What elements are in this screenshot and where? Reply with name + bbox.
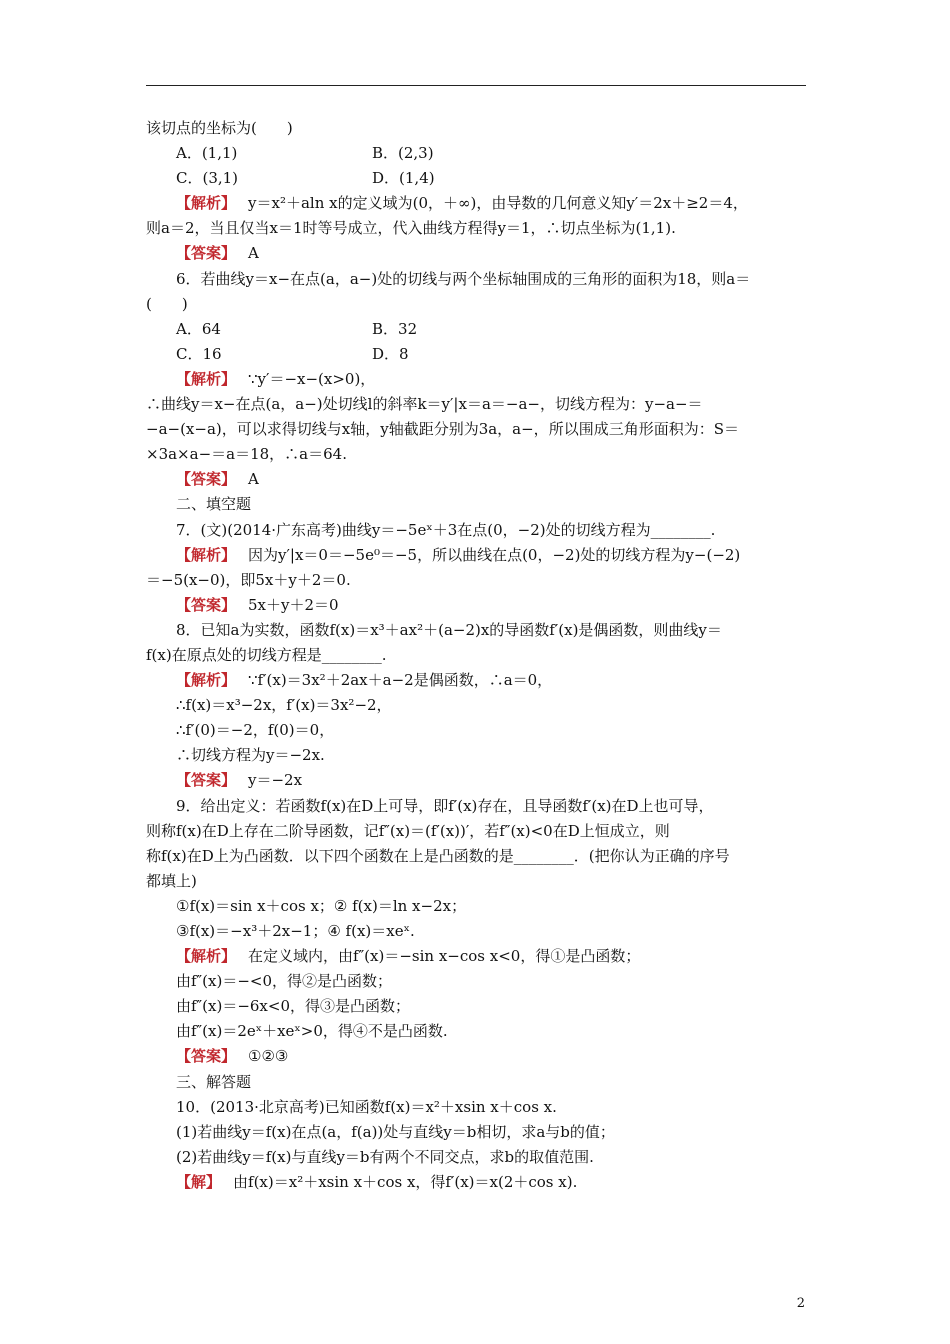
- text-line: [146, 944, 808, 969]
- text-line: [146, 969, 808, 994]
- line-text: ①②③: [248, 1047, 289, 1066]
- text-line: [146, 141, 808, 166]
- answer-tag: 【解析】: [176, 369, 237, 388]
- text-line: [146, 768, 808, 793]
- line-text: y＝−2x: [248, 771, 303, 790]
- line-text: ＝−5(x−0)，即5x＋y＋2＝0.: [146, 570, 351, 589]
- text-line: [146, 1095, 808, 1120]
- text-line: [146, 894, 808, 919]
- text-line: [146, 919, 808, 944]
- text-line: [146, 543, 808, 568]
- text-line: [146, 869, 808, 894]
- text-line: [146, 342, 808, 367]
- line-text: (1)若曲线y＝f(x)在点(a，f(a))处与直线y＝b相切，求a与b的值；: [176, 1122, 615, 1141]
- line-text: 6．若曲线y＝x−在点(a，a−)处的切线与两个坐标轴围成的三角形的面积为18，则a＝: [176, 269, 751, 288]
- line-text: 由f(x)＝x²＋xsin x＋cos x，得f′(x)＝x(2＋cos x).: [233, 1172, 578, 1191]
- line-text: 则称f(x)在D上存在二阶导函数，记f″(x)＝(f′(x))′，若f″(x)<0在D上恒成立，则: [146, 821, 670, 840]
- answer-tag: 【解析】: [176, 671, 237, 690]
- text-line: [146, 241, 808, 266]
- line-text: A: [248, 470, 259, 489]
- line-text: 9．给出定义：若函数f(x)在D上可导，即f′(x)存在，且导函数f′(x)在D上也可导，: [176, 796, 714, 815]
- line-text: 10．(2013·北京高考)已知函数f(x)＝x²＋xsin x＋cos x.: [176, 1097, 557, 1116]
- page-content: [146, 116, 808, 1195]
- text-line: [146, 1044, 808, 1069]
- text-line: [146, 518, 808, 543]
- option-left: A．(1,1): [176, 144, 238, 163]
- answer-tag: 【答案】: [176, 1047, 237, 1066]
- text-line: [146, 1145, 808, 1170]
- option-left: A．64: [176, 319, 221, 338]
- text-line: [146, 794, 808, 819]
- text-line: [146, 216, 808, 241]
- answer-tag: 【解析】: [176, 194, 237, 213]
- option-right: B．32: [372, 319, 418, 338]
- answer-tag: 【解析】: [176, 545, 237, 564]
- option-left: C．16: [176, 344, 222, 363]
- text-line: [146, 618, 808, 643]
- answer-tag: 【解析】: [176, 947, 237, 966]
- line-text: ③f(x)＝−x³＋2x−1；④ f(x)＝xeˣ.: [176, 922, 415, 940]
- text-line: [146, 819, 808, 844]
- line-text: ∴f′(0)＝−2，f(0)＝0，: [176, 721, 335, 740]
- text-line: [146, 994, 808, 1019]
- text-line: [146, 417, 808, 442]
- line-text: y＝x²＋aln x的定义域为(0，＋∞)，由导数的几何意义知y′＝2x＋≥2＝4，: [248, 194, 748, 213]
- answer-tag: 【解】: [176, 1172, 222, 1191]
- text-line: [146, 568, 808, 593]
- text-line: [146, 693, 808, 718]
- line-text: 5x＋y＋2＝0: [248, 595, 339, 614]
- line-text: (2)若曲线y＝f(x)与直线y＝b有两个不同交点，求b的取值范围.: [176, 1147, 594, 1166]
- line-text: 7．(文)(2014·广东高考)曲线y＝−5eˣ＋3在点(0，−2)处的切线方程为________.: [176, 520, 716, 539]
- text-line: [146, 116, 808, 141]
- line-text: 在定义域内，由f″(x)＝−sin x−cos x<0，得①是凸函数；: [248, 947, 641, 966]
- line-text: −a−(x−a)，可以求得切线与x轴，y轴截距分别为3a，a−，所以围成三角形面积为：S＝: [146, 420, 739, 439]
- text-line: [146, 442, 808, 467]
- text-line: [146, 718, 808, 743]
- text-line: [146, 492, 808, 517]
- answer-tag: 【答案】: [176, 595, 237, 614]
- text-line: [146, 593, 808, 618]
- line-text: 8．已知a为实数，函数f(x)＝x³＋ax²＋(a−2)x的导函数f′(x)是偶函数，则曲线y＝: [176, 620, 722, 639]
- line-text: 由f″(x)＝−<0，得②是凸函数；: [176, 972, 392, 991]
- line-text: ∴曲线y＝x−在点(a，a−)处切线l的斜率k＝y′|x＝a＝−a−，切线方程为：y−a−＝: [146, 395, 703, 414]
- line-text: 由f″(x)＝2eˣ＋xeˣ>0，得④不是凸函数.: [176, 1022, 448, 1041]
- text-line: [146, 1070, 808, 1095]
- option-right: D．(1,4): [372, 169, 435, 188]
- line-text: 三、解答题: [176, 1072, 252, 1091]
- line-text: ( ): [146, 294, 188, 313]
- line-text: ∴切线方程为y＝−2x.: [176, 746, 325, 765]
- line-text: 则a＝2，当且仅当x＝1时等号成立，代入曲线方程得y＝1，∴切点坐标为(1,1).: [146, 219, 676, 238]
- line-text: f(x)在原点处的切线方程是________.: [146, 645, 387, 664]
- option-right: B．(2,3): [372, 144, 434, 163]
- text-line: [146, 643, 808, 668]
- line-text: ∵f′(x)＝3x²＋2ax＋a−2是偶函数，∴a＝0，: [248, 671, 553, 690]
- line-text: ×3a×a−＝a＝18，∴a＝64.: [146, 445, 347, 464]
- line-text: ∴f(x)＝x³−2x，f′(x)＝3x²−2，: [176, 696, 392, 715]
- line-text: 因为y′|x＝0＝−5e⁰＝−5，所以曲线在点(0，−2)处的切线方程为y−(−2): [248, 545, 741, 564]
- answer-tag: 【答案】: [176, 244, 237, 263]
- text-line: [146, 292, 808, 317]
- line-text: 由f″(x)＝−6x<0，得③是凸函数；: [176, 997, 411, 1016]
- text-line: [146, 267, 808, 292]
- text-line: [146, 743, 808, 768]
- line-text: A: [248, 244, 259, 263]
- text-line: [146, 467, 808, 492]
- line-text: 二、填空题: [176, 495, 252, 514]
- line-text: ①f(x)＝sin x＋cos x；② f(x)＝ln x−2x；: [176, 896, 467, 915]
- text-line: [146, 317, 808, 342]
- header-rule: [146, 85, 806, 86]
- line-text: 该切点的坐标为( ): [146, 119, 293, 137]
- text-line: [146, 392, 808, 417]
- text-line: [146, 166, 808, 191]
- page-number: 2: [796, 1296, 805, 1311]
- text-line: [146, 668, 808, 693]
- line-text: 称f(x)在D上为凸函数．以下四个函数在上是凸函数的是________．(把你认为正确的序号: [146, 846, 730, 865]
- option-left: C．(3,1): [176, 169, 239, 188]
- text-line: [146, 191, 808, 216]
- text-line: [146, 1120, 808, 1145]
- option-right: D．8: [372, 344, 409, 363]
- answer-tag: 【答案】: [176, 771, 237, 790]
- line-text: 都填上): [146, 871, 197, 890]
- text-line: [146, 1170, 808, 1195]
- text-line: [146, 1019, 808, 1044]
- line-text: ∵y′＝−x−(x>0)，: [248, 369, 376, 388]
- text-line: [146, 844, 808, 869]
- text-line: [146, 367, 808, 392]
- answer-tag: 【答案】: [176, 470, 237, 489]
